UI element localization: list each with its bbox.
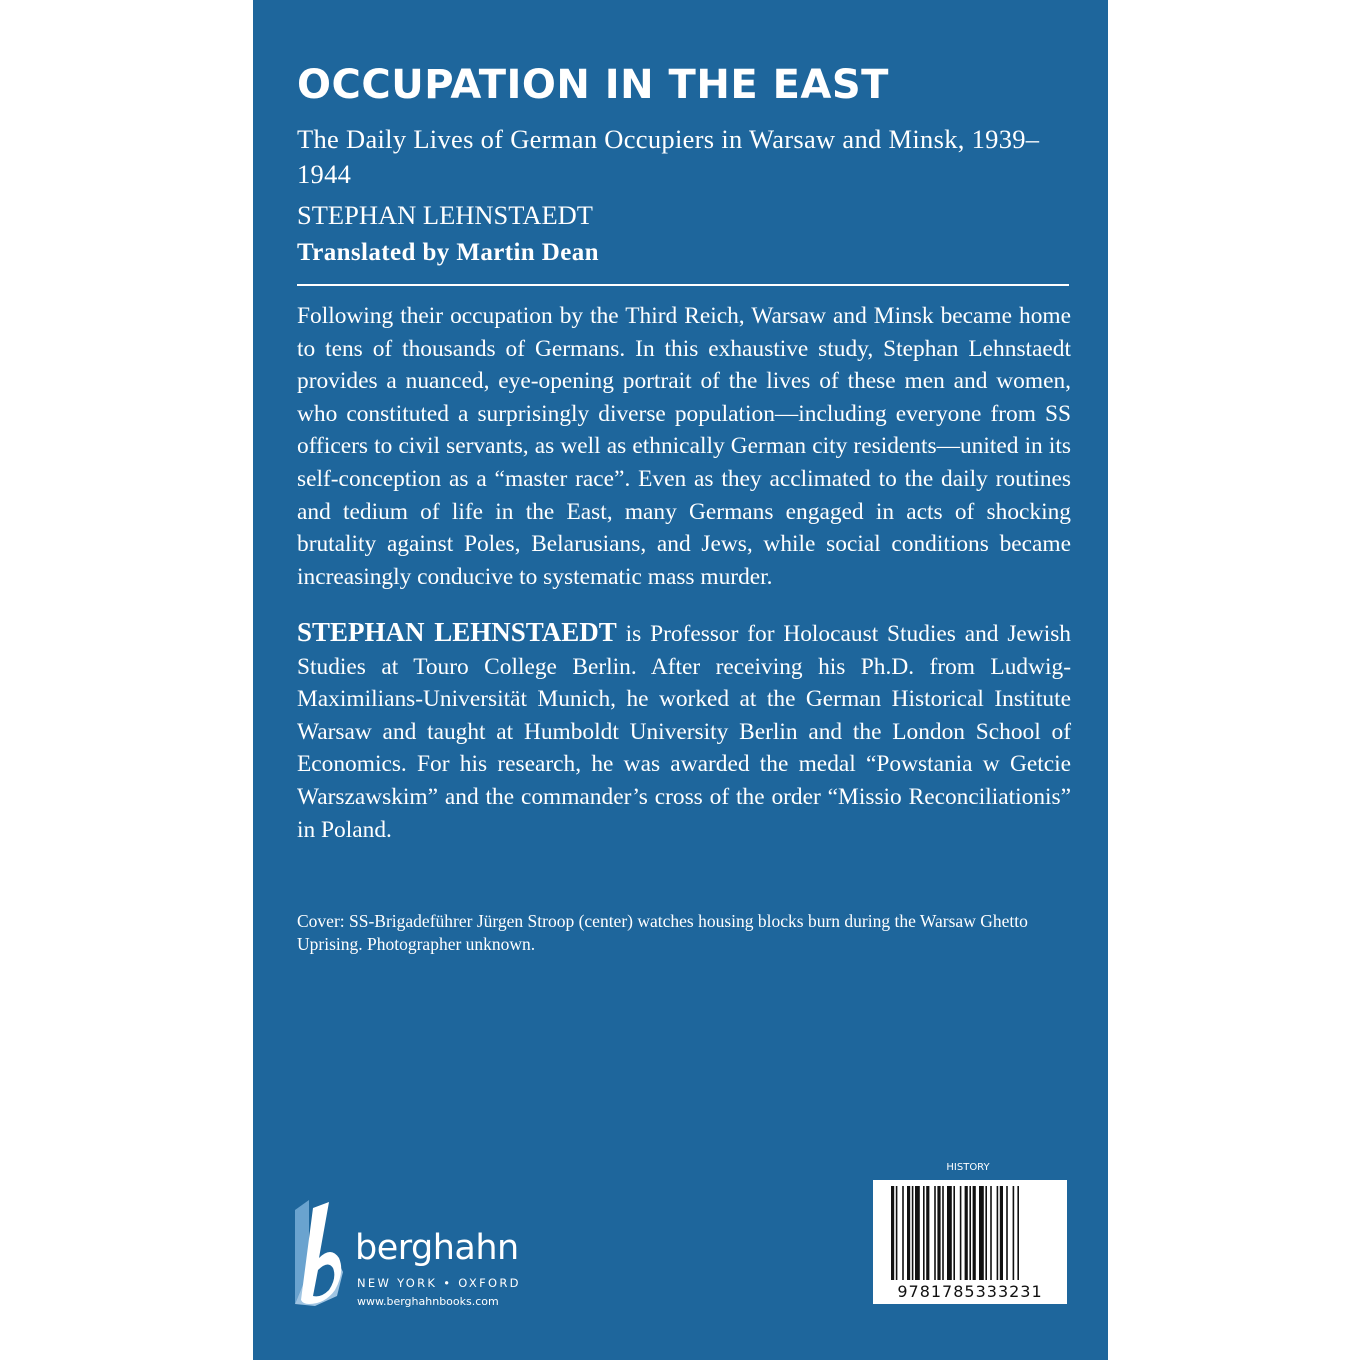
barcode-bar xyxy=(969,1186,971,1280)
barcode-bar xyxy=(923,1186,925,1280)
barcode-bar xyxy=(979,1186,984,1280)
barcode-bar xyxy=(1017,1186,1019,1280)
barcode-bar xyxy=(960,1186,962,1280)
author-bio xyxy=(297,616,1071,846)
barcode-bar xyxy=(942,1186,944,1280)
barcode-bar xyxy=(902,1186,904,1280)
publisher-logo xyxy=(295,1198,575,1313)
author-name: STEPHAN LEHNSTAEDT xyxy=(297,200,593,230)
barcode-bar xyxy=(915,1186,920,1280)
publisher-url: www.berghahnbooks.com xyxy=(357,1295,499,1308)
book-description: Following their occupation by the Third Reich, Warsaw and Minsk became home to tens of thousands of Germans. In this exhaustive study, Stephan Lehnstaedt provides a nuanced, eye-opening portrait of the lives of these men and women, who constituted a surprisingly diverse population—including everyone from SS officers to civil servants, as well as ethnically German city residents—united in its self-conception as a “master race”. Even as they acclimated to the daily routines and tedium of life in the East, many Germans engaged in acts of shocking brutality against Poles, Belarusians, and Jews, while social conditions became increasingly conducive to systematic mass murder. xyxy=(297,303,1071,590)
isbn-number: 9781785333231 xyxy=(897,1282,1043,1301)
author-bio-name: STEPHAN LEHNSTAEDT xyxy=(297,617,617,647)
barcode-bar xyxy=(953,1186,955,1280)
berghahn-b-logo-icon xyxy=(295,1200,345,1306)
barcode-bar xyxy=(896,1186,898,1280)
subject-category: HISTORY xyxy=(946,1162,990,1173)
barcode-bar xyxy=(1013,1186,1015,1280)
barcode-bar xyxy=(973,1186,976,1280)
barcode-bar xyxy=(926,1186,929,1280)
barcode-bar xyxy=(891,1186,894,1280)
barcode-bar xyxy=(997,1186,999,1280)
barcode-bar xyxy=(990,1186,992,1280)
barcode-bar xyxy=(947,1186,952,1280)
cover-photo-credit: Cover: SS-Brigadeführer Jürgen Stroop (center) watches housing blocks burn during the Warsaw Ghetto Uprising. Photographer unknown. xyxy=(297,911,1028,954)
publisher-cities: NEW YORK • OXFORD xyxy=(357,1276,521,1290)
barcode-bar xyxy=(1000,1186,1003,1280)
divider-rule xyxy=(297,284,1069,286)
barcode-bar xyxy=(934,1186,936,1280)
translator-credit: Translated by Martin Dean xyxy=(297,239,599,266)
publisher-name: berghahn xyxy=(355,1228,519,1268)
book-back-cover xyxy=(253,0,1108,1360)
barcode-bar xyxy=(907,1186,910,1280)
barcode-bar xyxy=(937,1186,940,1280)
author-bio-text: is Professor for Holocaust Studies and Jewish Studies at Touro College Berlin. After receiving his Ph.D. from Ludwig-Maximilians-Universität Munich, he worked at the German Historical Institute Warsaw and taught at Humboldt University Berlin and the London School of Economics. For his research, he was awarded the medal “Powstania w Getcie Warszawskim” and the commander’s cross of the order “Missio Reconciliationis” in Poland. xyxy=(297,621,1071,843)
book-title: OCCUPATION IN THE EAST xyxy=(297,62,889,108)
barcode-bar xyxy=(912,1186,914,1280)
barcode-bar xyxy=(965,1186,968,1280)
barcode-bars xyxy=(873,1180,1067,1284)
barcode-bar xyxy=(985,1186,987,1280)
isbn-barcode xyxy=(873,1180,1067,1304)
book-subtitle: The Daily Lives of German Occupiers in Warsaw and Minsk, 1939–1944 xyxy=(297,124,1040,189)
barcode-bar xyxy=(1006,1186,1008,1280)
